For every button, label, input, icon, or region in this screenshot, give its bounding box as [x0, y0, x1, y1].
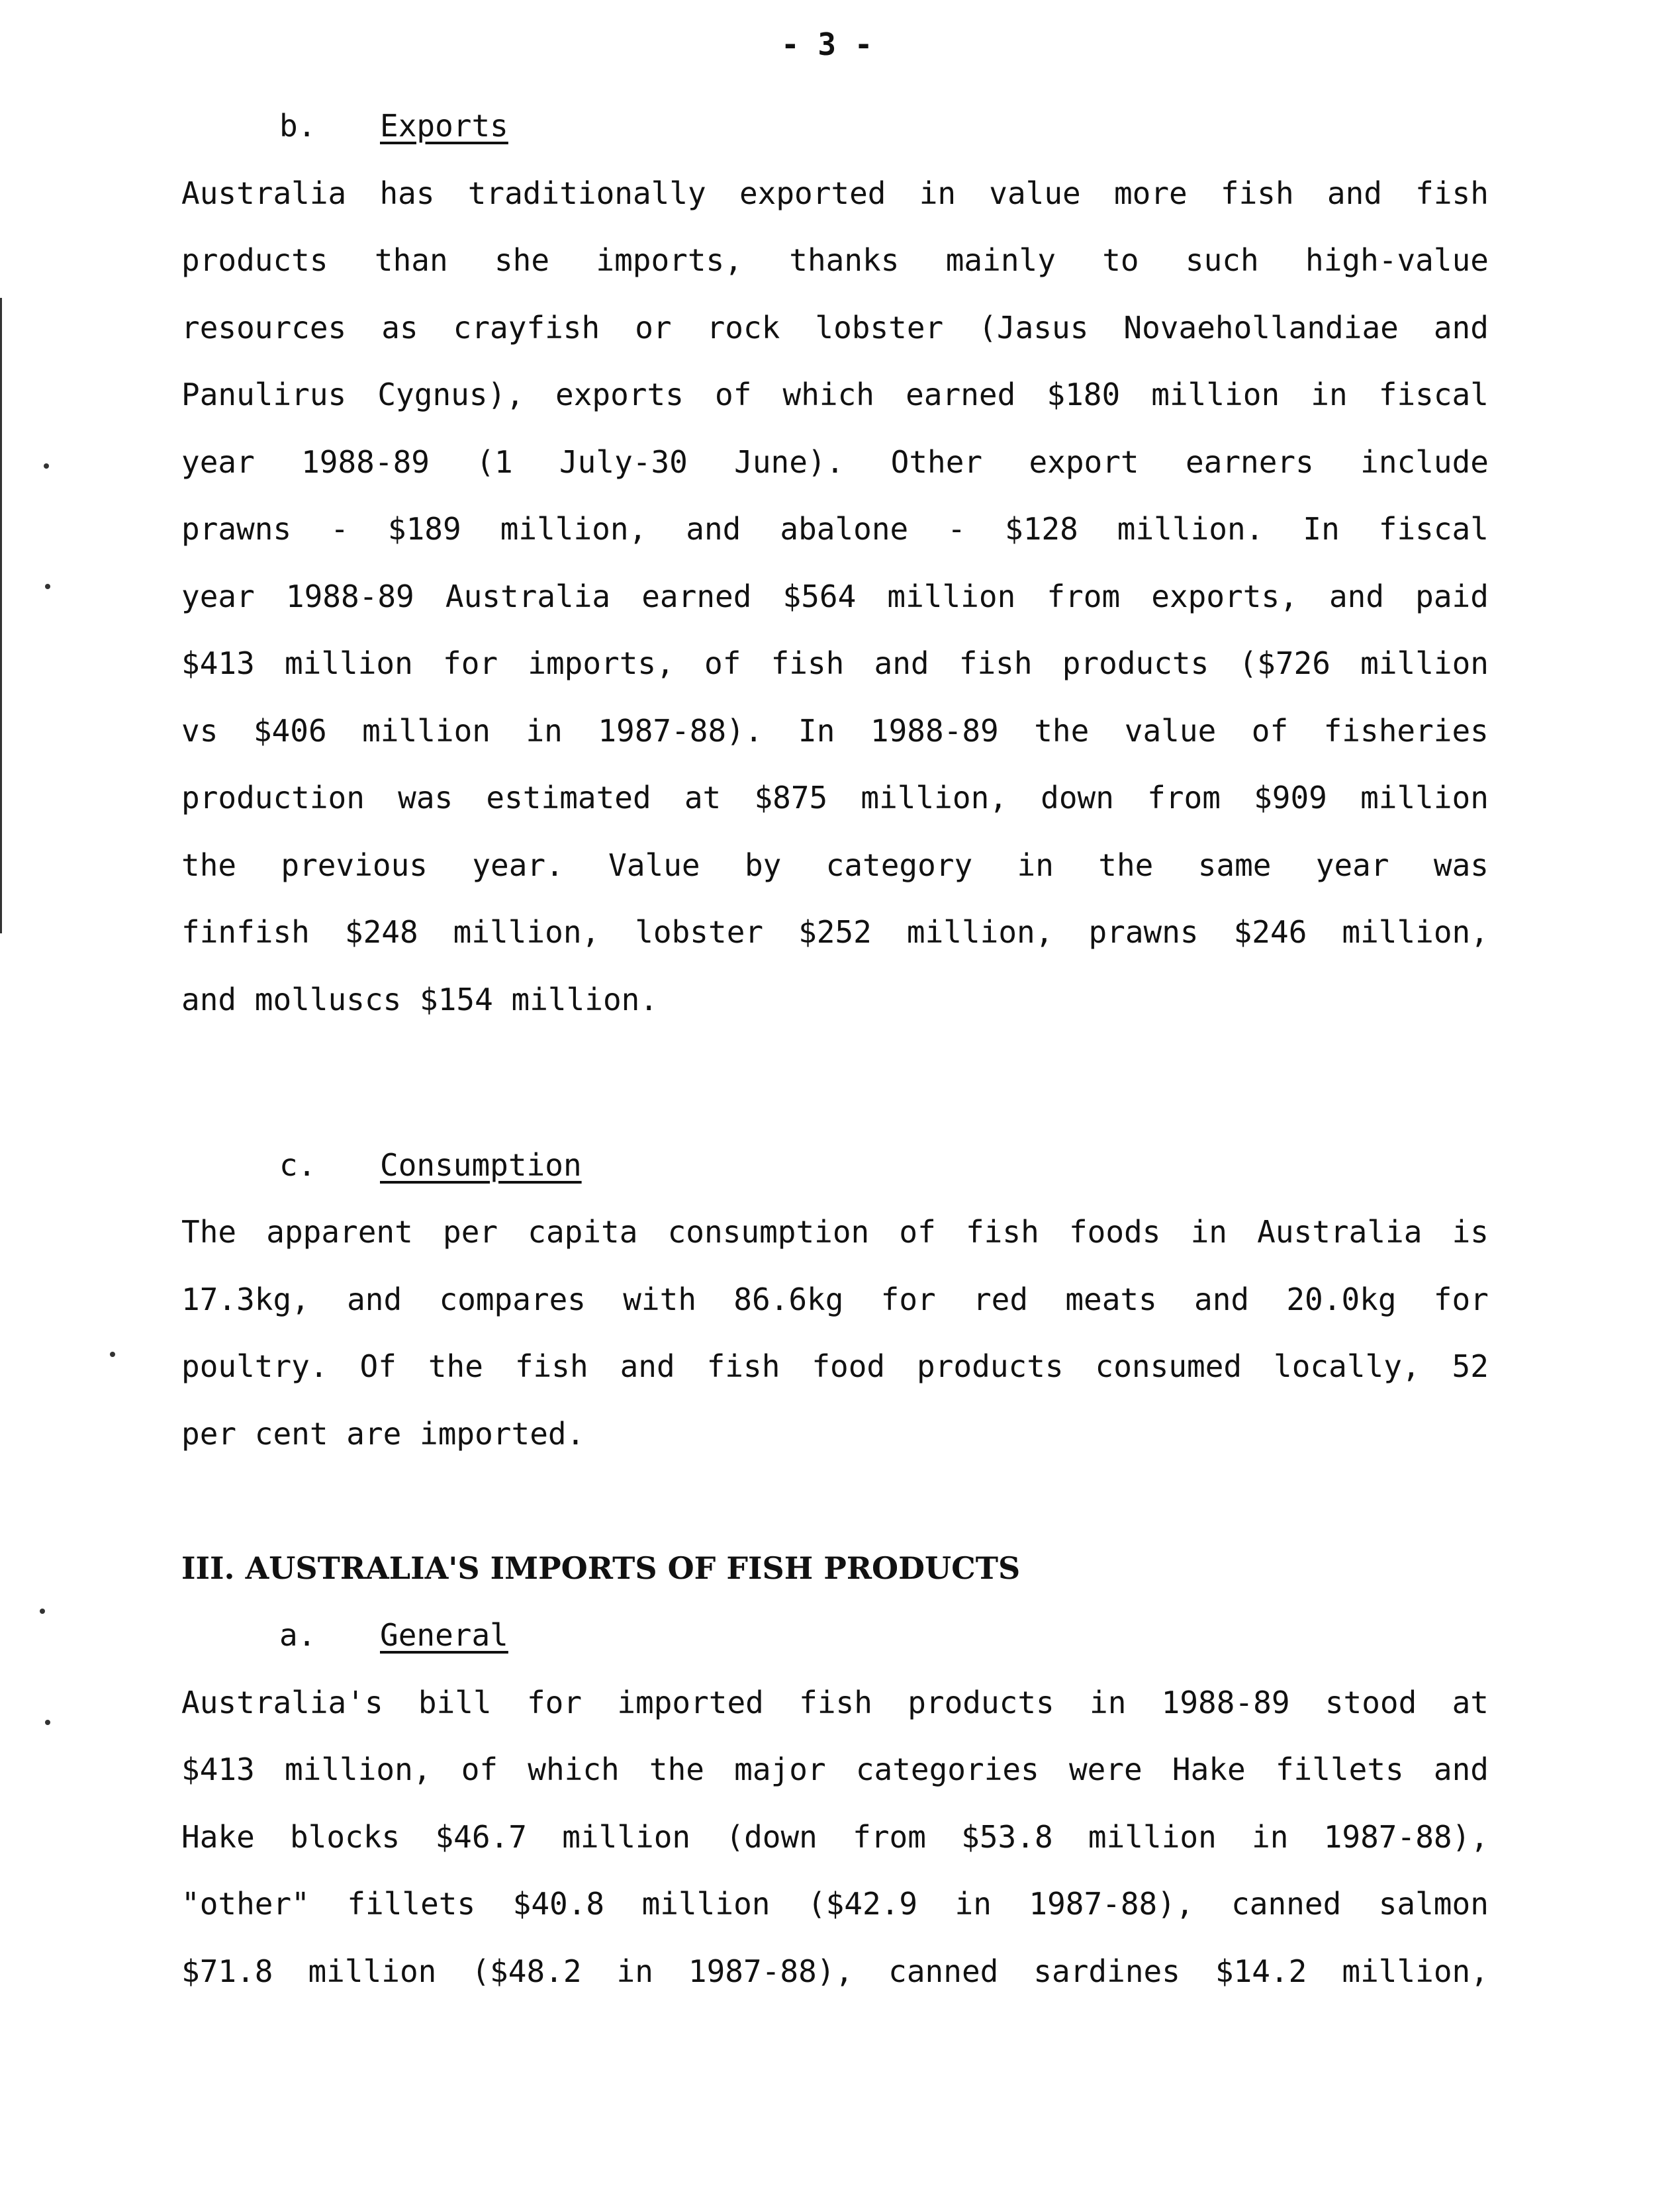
word: in: [1311, 377, 1348, 412]
subheading-consumption: [181, 1132, 1489, 1199]
word: fiscal: [1378, 511, 1489, 547]
scan-speck: [44, 463, 49, 469]
word: canned: [1231, 1886, 1342, 1922]
word: 1987-88),: [1029, 1886, 1194, 1922]
word: Cygnus),: [377, 377, 524, 412]
word: earned: [906, 377, 1016, 412]
paragraph-line: [181, 1669, 1489, 1737]
word: export: [1029, 444, 1139, 480]
word: Australia: [181, 175, 347, 211]
paragraph-line: [181, 563, 1489, 631]
word: million.: [1117, 511, 1264, 547]
word: Hake: [1172, 1752, 1246, 1787]
paragraph-consumption: [181, 1199, 1489, 1468]
word: products: [1062, 645, 1209, 681]
paragraph-line: and molluscs $154 million.: [181, 981, 659, 1017]
word: fillets: [347, 1886, 476, 1922]
word: to: [1102, 242, 1139, 278]
word: July-30: [559, 444, 688, 480]
word: Australia: [445, 578, 611, 614]
word: Australia's: [181, 1684, 383, 1720]
word: finfish: [181, 914, 310, 950]
word: and: [874, 645, 929, 681]
word: in: [1190, 1214, 1227, 1250]
word: million,: [906, 914, 1054, 950]
word: for: [443, 645, 498, 681]
word: fish: [1220, 175, 1294, 211]
section-heading: III. AUSTRALIA'S IMPORTS OF FISH PRODUCTS: [181, 1550, 1021, 1586]
word: million: [1360, 645, 1489, 681]
word: million: [641, 1886, 770, 1922]
word: Other: [890, 444, 983, 480]
word: consumed: [1095, 1348, 1242, 1384]
word: imports,: [528, 645, 675, 681]
word: fisheries: [1323, 712, 1489, 749]
word: $406: [253, 712, 327, 749]
word: more: [1113, 175, 1188, 211]
word: was: [1433, 847, 1489, 883]
word: earned: [641, 578, 752, 614]
word: ($726: [1238, 645, 1330, 681]
word: million,: [453, 914, 600, 950]
word: high-value: [1305, 242, 1489, 278]
word: The: [181, 1214, 237, 1250]
word: has: [379, 175, 435, 211]
paragraph-line: [181, 1333, 1489, 1401]
scan-speck: [40, 1609, 45, 1614]
word: $180: [1047, 377, 1121, 412]
paragraph-line: [181, 1804, 1489, 1871]
word: mainly: [945, 242, 1056, 278]
word: for: [880, 1281, 936, 1317]
word: 1988-89: [285, 578, 414, 614]
word: 1987-88).: [598, 712, 763, 749]
word: prawns: [1088, 914, 1199, 950]
word: fish: [1415, 175, 1489, 211]
word: previous: [281, 847, 428, 883]
word: category: [825, 847, 973, 883]
word: $252: [798, 914, 872, 950]
word: fish: [958, 645, 1033, 681]
paragraph-line: [181, 295, 1489, 362]
word: canned: [888, 1953, 999, 1989]
word: million,: [861, 780, 1007, 816]
word: or: [635, 309, 672, 346]
word: products: [908, 1684, 1054, 1720]
word: fiscal: [1378, 377, 1489, 412]
word: food: [812, 1348, 886, 1384]
word: fillets: [1275, 1752, 1404, 1787]
word: production: [181, 780, 365, 816]
word: $413: [181, 1752, 255, 1787]
word: In: [1303, 511, 1340, 547]
paragraph-line: [181, 227, 1489, 295]
scan-speck: [110, 1352, 115, 1357]
word: million: [284, 645, 413, 681]
word: million: [1360, 780, 1489, 816]
word: $14.2: [1215, 1953, 1307, 1989]
subheading-letter: b.: [279, 108, 316, 144]
word: categories: [855, 1752, 1039, 1787]
paragraph-general: [181, 1669, 1489, 2006]
word: ($42.9: [807, 1886, 918, 1922]
word: and: [620, 1348, 675, 1384]
paragraph-line: [181, 160, 1489, 228]
word: imports,: [596, 242, 743, 278]
word: 86.6kg: [733, 1281, 844, 1317]
document-body: [181, 93, 1489, 2005]
word: of: [715, 377, 752, 412]
word: crayfish: [453, 309, 600, 346]
subheading-letter: c.: [279, 1147, 316, 1183]
paragraph-line: [181, 1938, 1489, 2006]
word: down: [1041, 780, 1114, 816]
word: such: [1185, 242, 1259, 278]
word: vs: [181, 712, 218, 749]
word: year.: [472, 847, 564, 883]
word: 1987-88),: [688, 1953, 854, 1989]
word: products: [917, 1348, 1064, 1384]
paragraph-line: [181, 1199, 1489, 1266]
word: -: [330, 511, 349, 547]
word: ($48.2: [471, 1953, 582, 1989]
word: poultry.: [181, 1348, 328, 1384]
word: bill: [418, 1684, 492, 1720]
word: million: [562, 1818, 691, 1855]
word: the: [1034, 712, 1090, 749]
word: $46.7: [435, 1818, 527, 1855]
subheading-letter: a.: [279, 1617, 316, 1653]
word: locally,: [1274, 1348, 1421, 1384]
word: and: [1194, 1281, 1250, 1317]
word: exports,: [1151, 578, 1298, 614]
word: million,: [1342, 914, 1489, 950]
subheading-title: General: [380, 1617, 508, 1653]
word: was: [398, 780, 453, 816]
word: million: [1151, 377, 1280, 412]
word: In: [798, 712, 835, 749]
word: Australia: [1257, 1214, 1423, 1250]
word: 17.3kg,: [181, 1281, 310, 1317]
word: compares: [439, 1281, 586, 1317]
paragraph-line: per cent are imported.: [181, 1415, 585, 1452]
word: Panulirus: [181, 377, 347, 412]
word: from: [853, 1818, 926, 1855]
word: prawns: [181, 511, 292, 547]
word: June).: [734, 444, 845, 480]
word: (down: [725, 1818, 817, 1855]
word: in: [919, 175, 957, 211]
word: the: [1098, 847, 1154, 883]
word: Hake: [181, 1818, 255, 1855]
word: is: [1452, 1214, 1489, 1250]
paragraph-line: [181, 496, 1489, 563]
paragraph-line: [181, 832, 1489, 900]
paragraph-line: [181, 1736, 1489, 1804]
word: 52: [1452, 1348, 1489, 1384]
word: fish: [770, 645, 845, 681]
paragraph-line: [181, 698, 1489, 765]
word: million: [308, 1953, 437, 1989]
word: from: [1147, 780, 1221, 816]
paragraph-line: [181, 630, 1489, 698]
word: 1988-89: [1161, 1684, 1290, 1720]
word: rock: [706, 309, 780, 346]
word: of: [461, 1752, 498, 1787]
word: for: [526, 1684, 583, 1720]
word: major: [734, 1752, 826, 1787]
scan-speck: [45, 1720, 50, 1725]
word: exported: [739, 175, 886, 211]
word: as: [381, 309, 418, 346]
paragraph-exports: [181, 160, 1489, 1034]
word: stood: [1325, 1684, 1417, 1720]
word: in: [616, 1953, 653, 1989]
paragraph-line: [181, 429, 1489, 496]
word: value: [1124, 712, 1217, 749]
word: meats: [1065, 1281, 1157, 1317]
word: $246: [1233, 914, 1307, 950]
word: blocks: [290, 1818, 400, 1855]
word: fish: [514, 1348, 588, 1384]
word: earners: [1185, 444, 1314, 480]
word: 1988-89: [301, 444, 430, 480]
word: million,: [1342, 1953, 1489, 1989]
subheading-title: Consumption: [380, 1147, 582, 1183]
word: paid: [1415, 578, 1489, 614]
word: $909: [1254, 780, 1327, 816]
word: $248: [344, 914, 418, 950]
word: of: [1251, 712, 1289, 749]
word: per: [443, 1214, 498, 1250]
word: in: [955, 1886, 992, 1922]
word: in: [1017, 847, 1054, 883]
word: million: [1088, 1818, 1217, 1855]
word: which: [782, 377, 874, 412]
subheading-exports: [181, 93, 1489, 160]
word: 1988-89: [870, 712, 999, 749]
word: salmon: [1378, 1886, 1489, 1922]
word: foods: [1068, 1214, 1161, 1250]
word: Of: [359, 1348, 397, 1384]
word: in: [526, 712, 563, 749]
subheading-general: [181, 1602, 1489, 1669]
word: red: [972, 1281, 1029, 1317]
word: resources: [181, 309, 347, 346]
word: and: [347, 1281, 402, 1317]
word: lobster: [635, 914, 764, 950]
word: $564: [782, 578, 857, 614]
word: value: [989, 175, 1081, 211]
word: than: [374, 242, 448, 278]
word: -: [947, 511, 966, 547]
word: at: [1452, 1684, 1489, 1720]
word: $128: [1005, 511, 1078, 547]
word: year: [181, 444, 255, 480]
word: were: [1068, 1752, 1143, 1787]
word: estimated: [486, 780, 651, 816]
word: year: [181, 578, 255, 614]
word: imported: [617, 1684, 764, 1720]
paragraph-line: [181, 899, 1489, 966]
word: which: [528, 1752, 620, 1787]
word: sardines: [1033, 1953, 1180, 1989]
word: include: [1360, 444, 1489, 480]
word: million,: [284, 1752, 432, 1787]
word: exports: [555, 377, 684, 412]
word: $875: [754, 780, 828, 816]
word: and: [686, 511, 741, 547]
word: the: [181, 847, 237, 883]
word: from: [1047, 578, 1121, 614]
word: in: [1090, 1684, 1127, 1720]
word: products: [181, 242, 328, 278]
word: fish: [799, 1684, 872, 1720]
scan-speck: [45, 584, 50, 589]
word: million: [887, 578, 1016, 614]
word: 20.0kg: [1286, 1281, 1397, 1317]
word: $40.8: [512, 1886, 605, 1922]
word: Novaehollandiae: [1123, 309, 1399, 346]
word: in: [1252, 1818, 1289, 1855]
word: year: [1315, 847, 1389, 883]
word: the: [649, 1752, 704, 1787]
word: the: [428, 1348, 483, 1384]
word: million,: [500, 511, 647, 547]
word: apparent: [266, 1214, 413, 1250]
paragraph-line: [181, 765, 1489, 832]
word: (Jasus: [978, 309, 1089, 346]
word: 1987-88),: [1323, 1818, 1489, 1855]
scan-edge-line: [0, 298, 2, 933]
paragraph-line: [181, 1266, 1489, 1334]
word: consumption: [667, 1214, 870, 1250]
word: for: [1433, 1281, 1489, 1317]
word: and: [1433, 309, 1489, 346]
word: with: [623, 1281, 697, 1317]
word: Value: [608, 847, 700, 883]
word: abalone: [780, 511, 909, 547]
word: fish: [965, 1214, 1039, 1250]
word: million: [362, 712, 490, 749]
word: of: [899, 1214, 936, 1250]
word: $71.8: [181, 1953, 273, 1989]
paragraph-line: [181, 361, 1489, 429]
word: capita: [528, 1214, 638, 1250]
word: lobster: [815, 309, 944, 346]
word: thanks: [789, 242, 900, 278]
word: (1: [476, 444, 513, 480]
word: fish: [706, 1348, 780, 1384]
word: and: [1327, 175, 1382, 211]
word: $413: [181, 645, 255, 681]
word: traditionally: [467, 175, 706, 211]
word: she: [494, 242, 550, 278]
word: at: [684, 780, 722, 816]
word: and: [1433, 1752, 1489, 1787]
paragraph-line: [181, 1871, 1489, 1938]
subheading-title: Exports: [380, 108, 508, 144]
word: $53.8: [961, 1818, 1053, 1855]
word: of: [704, 645, 741, 681]
page-number: - 3 -: [781, 26, 873, 62]
word: and: [1329, 578, 1385, 614]
word: "other": [181, 1886, 310, 1922]
word: same: [1197, 847, 1272, 883]
word: by: [744, 847, 782, 883]
word: $189: [387, 511, 461, 547]
